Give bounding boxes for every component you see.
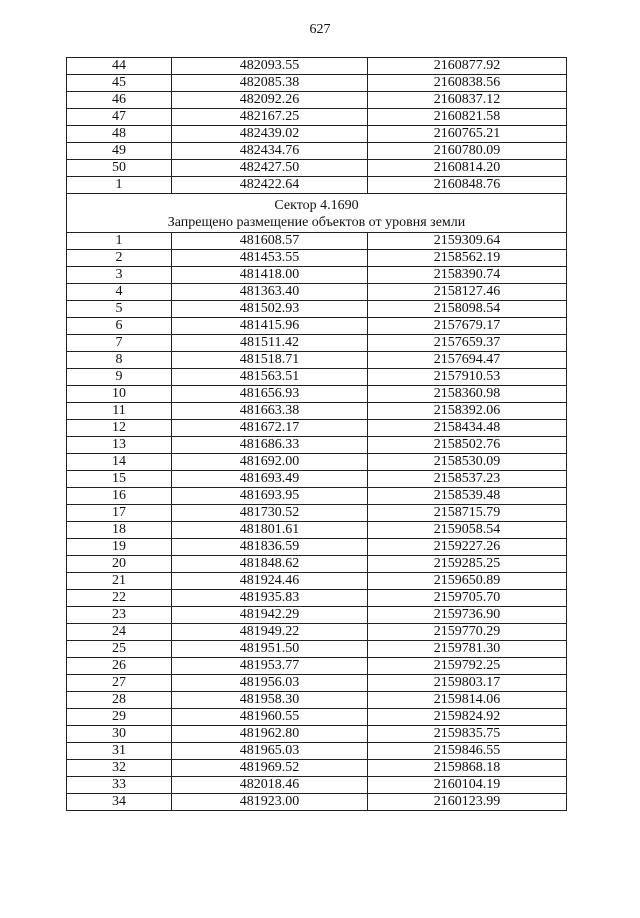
x-coordinate: 481730.52 [172, 505, 368, 522]
y-coordinate: 2158127.46 [368, 284, 567, 301]
y-coordinate: 2158098.54 [368, 301, 567, 318]
point-number: 6 [67, 318, 172, 335]
point-number: 12 [67, 420, 172, 437]
x-coordinate: 481608.57 [172, 233, 368, 250]
y-coordinate: 2159814.06 [368, 692, 567, 709]
table-row [67, 233, 567, 250]
y-coordinate: 2157659.37 [368, 335, 567, 352]
point-number: 5 [67, 301, 172, 318]
y-coordinate: 2158390.74 [368, 267, 567, 284]
point-number: 23 [67, 607, 172, 624]
table-row [67, 692, 567, 709]
point-number: 10 [67, 386, 172, 403]
y-coordinate: 2159309.64 [368, 233, 567, 250]
x-coordinate: 481511.42 [172, 335, 368, 352]
table-row [67, 369, 567, 386]
x-coordinate: 481415.96 [172, 318, 368, 335]
table-row [67, 573, 567, 590]
table-row [67, 284, 567, 301]
table-row [67, 420, 567, 437]
x-coordinate: 481453.55 [172, 250, 368, 267]
y-coordinate: 2159058.54 [368, 522, 567, 539]
point-number: 16 [67, 488, 172, 505]
y-coordinate: 2158360.98 [368, 386, 567, 403]
point-number: 9 [67, 369, 172, 386]
y-coordinate: 2158715.79 [368, 505, 567, 522]
sector-description: Запрещено размещение объектов от уровня земли [167, 215, 466, 230]
point-number: 17 [67, 505, 172, 522]
table-row [67, 386, 567, 403]
table-row [67, 335, 567, 352]
sector-header-row [67, 194, 567, 233]
point-number: 29 [67, 709, 172, 726]
y-coordinate: 2159770.29 [368, 624, 567, 641]
x-coordinate: 481836.59 [172, 539, 368, 556]
y-coordinate: 2157694.47 [368, 352, 567, 369]
point-number: 44 [67, 58, 172, 75]
sector-header-group [67, 194, 567, 233]
table-row [67, 250, 567, 267]
point-number: 25 [67, 641, 172, 658]
table-row [67, 777, 567, 794]
point-number: 30 [67, 726, 172, 743]
point-number: 13 [67, 437, 172, 454]
point-number: 15 [67, 471, 172, 488]
x-coordinate: 481969.52 [172, 760, 368, 777]
y-coordinate: 2160838.56 [368, 75, 567, 92]
point-number: 2 [67, 250, 172, 267]
x-coordinate: 481956.03 [172, 675, 368, 692]
y-coordinate: 2158502.76 [368, 437, 567, 454]
x-coordinate: 481672.17 [172, 420, 368, 437]
y-coordinate: 2159285.25 [368, 556, 567, 573]
x-coordinate: 481935.83 [172, 590, 368, 607]
y-coordinate: 2160821.58 [368, 109, 567, 126]
table-row [67, 403, 567, 420]
x-coordinate: 481923.00 [172, 794, 368, 811]
table-row [67, 539, 567, 556]
x-coordinate: 482427.50 [172, 160, 368, 177]
table-row [67, 709, 567, 726]
y-coordinate: 2158392.06 [368, 403, 567, 420]
x-coordinate: 481953.77 [172, 658, 368, 675]
x-coordinate: 481692.00 [172, 454, 368, 471]
table-row [67, 675, 567, 692]
x-coordinate: 481949.22 [172, 624, 368, 641]
y-coordinate: 2158539.48 [368, 488, 567, 505]
point-number: 24 [67, 624, 172, 641]
point-number: 26 [67, 658, 172, 675]
point-number: 50 [67, 160, 172, 177]
table-row [67, 743, 567, 760]
y-coordinate: 2160123.99 [368, 794, 567, 811]
x-coordinate: 481663.38 [172, 403, 368, 420]
table-row [67, 318, 567, 335]
x-coordinate: 482018.46 [172, 777, 368, 794]
table-row [67, 726, 567, 743]
table-body-top [67, 58, 567, 194]
x-coordinate: 481693.49 [172, 471, 368, 488]
x-coordinate: 481924.46 [172, 573, 368, 590]
x-coordinate: 481656.93 [172, 386, 368, 403]
table-row [67, 641, 567, 658]
x-coordinate: 481965.03 [172, 743, 368, 760]
point-number: 47 [67, 109, 172, 126]
y-coordinate: 2157910.53 [368, 369, 567, 386]
point-number: 22 [67, 590, 172, 607]
table-row [67, 556, 567, 573]
table-row [67, 109, 567, 126]
table-row [67, 352, 567, 369]
table-row [67, 92, 567, 109]
y-coordinate: 2159835.75 [368, 726, 567, 743]
point-number: 3 [67, 267, 172, 284]
x-coordinate: 481363.40 [172, 284, 368, 301]
x-coordinate: 481848.62 [172, 556, 368, 573]
y-coordinate: 2158562.19 [368, 250, 567, 267]
table-row [67, 505, 567, 522]
point-number: 7 [67, 335, 172, 352]
point-number: 1 [67, 177, 172, 194]
y-coordinate: 2160877.92 [368, 58, 567, 75]
point-number: 45 [67, 75, 172, 92]
table-row [67, 658, 567, 675]
x-coordinate: 481960.55 [172, 709, 368, 726]
table-row [67, 143, 567, 160]
point-number: 27 [67, 675, 172, 692]
x-coordinate: 481686.33 [172, 437, 368, 454]
y-coordinate: 2158530.09 [368, 454, 567, 471]
point-number: 11 [67, 403, 172, 420]
table-row [67, 454, 567, 471]
point-number: 14 [67, 454, 172, 471]
table-row [67, 607, 567, 624]
y-coordinate: 2159868.18 [368, 760, 567, 777]
coordinates-table [66, 57, 567, 811]
x-coordinate: 481502.93 [172, 301, 368, 318]
y-coordinate: 2159705.70 [368, 590, 567, 607]
y-coordinate: 2160837.12 [368, 92, 567, 109]
point-number: 28 [67, 692, 172, 709]
y-coordinate: 2159650.89 [368, 573, 567, 590]
x-coordinate: 481518.71 [172, 352, 368, 369]
x-coordinate: 482093.55 [172, 58, 368, 75]
table-row [67, 75, 567, 92]
sector-header-cell [67, 194, 567, 233]
y-coordinate: 2159824.92 [368, 709, 567, 726]
y-coordinate: 2160104.19 [368, 777, 567, 794]
x-coordinate: 481801.61 [172, 522, 368, 539]
point-number: 34 [67, 794, 172, 811]
table-row [67, 590, 567, 607]
x-coordinate: 481958.30 [172, 692, 368, 709]
point-number: 31 [67, 743, 172, 760]
table-row [67, 794, 567, 811]
y-coordinate: 2160814.20 [368, 160, 567, 177]
y-coordinate: 2159781.30 [368, 641, 567, 658]
sector-title: Сектор 4.1690 [274, 198, 359, 213]
x-coordinate: 481951.50 [172, 641, 368, 658]
x-coordinate: 481418.00 [172, 267, 368, 284]
point-number: 8 [67, 352, 172, 369]
table-row [67, 267, 567, 284]
table-row [67, 760, 567, 777]
table-row [67, 58, 567, 75]
x-coordinate: 482092.26 [172, 92, 368, 109]
table-row [67, 160, 567, 177]
table-row [67, 126, 567, 143]
point-number: 20 [67, 556, 172, 573]
point-number: 32 [67, 760, 172, 777]
table-row [67, 437, 567, 454]
x-coordinate: 482167.25 [172, 109, 368, 126]
table-row [67, 522, 567, 539]
table-body-bottom [67, 233, 567, 811]
y-coordinate: 2160765.21 [368, 126, 567, 143]
x-coordinate: 482422.64 [172, 177, 368, 194]
page-number: 627 [309, 22, 331, 37]
y-coordinate: 2159803.17 [368, 675, 567, 692]
x-coordinate: 481962.80 [172, 726, 368, 743]
y-coordinate: 2159736.90 [368, 607, 567, 624]
point-number: 48 [67, 126, 172, 143]
point-number: 4 [67, 284, 172, 301]
point-number: 18 [67, 522, 172, 539]
point-number: 49 [67, 143, 172, 160]
x-coordinate: 481563.51 [172, 369, 368, 386]
x-coordinate: 482439.02 [172, 126, 368, 143]
y-coordinate: 2157679.17 [368, 318, 567, 335]
y-coordinate: 2160848.76 [368, 177, 567, 194]
point-number: 1 [67, 233, 172, 250]
table-row [67, 301, 567, 318]
table-row [67, 624, 567, 641]
y-coordinate: 2158537.23 [368, 471, 567, 488]
y-coordinate: 2158434.48 [368, 420, 567, 437]
x-coordinate: 482085.38 [172, 75, 368, 92]
y-coordinate: 2159792.25 [368, 658, 567, 675]
table-row [67, 488, 567, 505]
x-coordinate: 482434.76 [172, 143, 368, 160]
x-coordinate: 481942.29 [172, 607, 368, 624]
y-coordinate: 2159846.55 [368, 743, 567, 760]
point-number: 19 [67, 539, 172, 556]
y-coordinate: 2160780.09 [368, 143, 567, 160]
x-coordinate: 481693.95 [172, 488, 368, 505]
table-row [67, 471, 567, 488]
point-number: 21 [67, 573, 172, 590]
y-coordinate: 2159227.26 [368, 539, 567, 556]
table-row [67, 177, 567, 194]
point-number: 46 [67, 92, 172, 109]
point-number: 33 [67, 777, 172, 794]
